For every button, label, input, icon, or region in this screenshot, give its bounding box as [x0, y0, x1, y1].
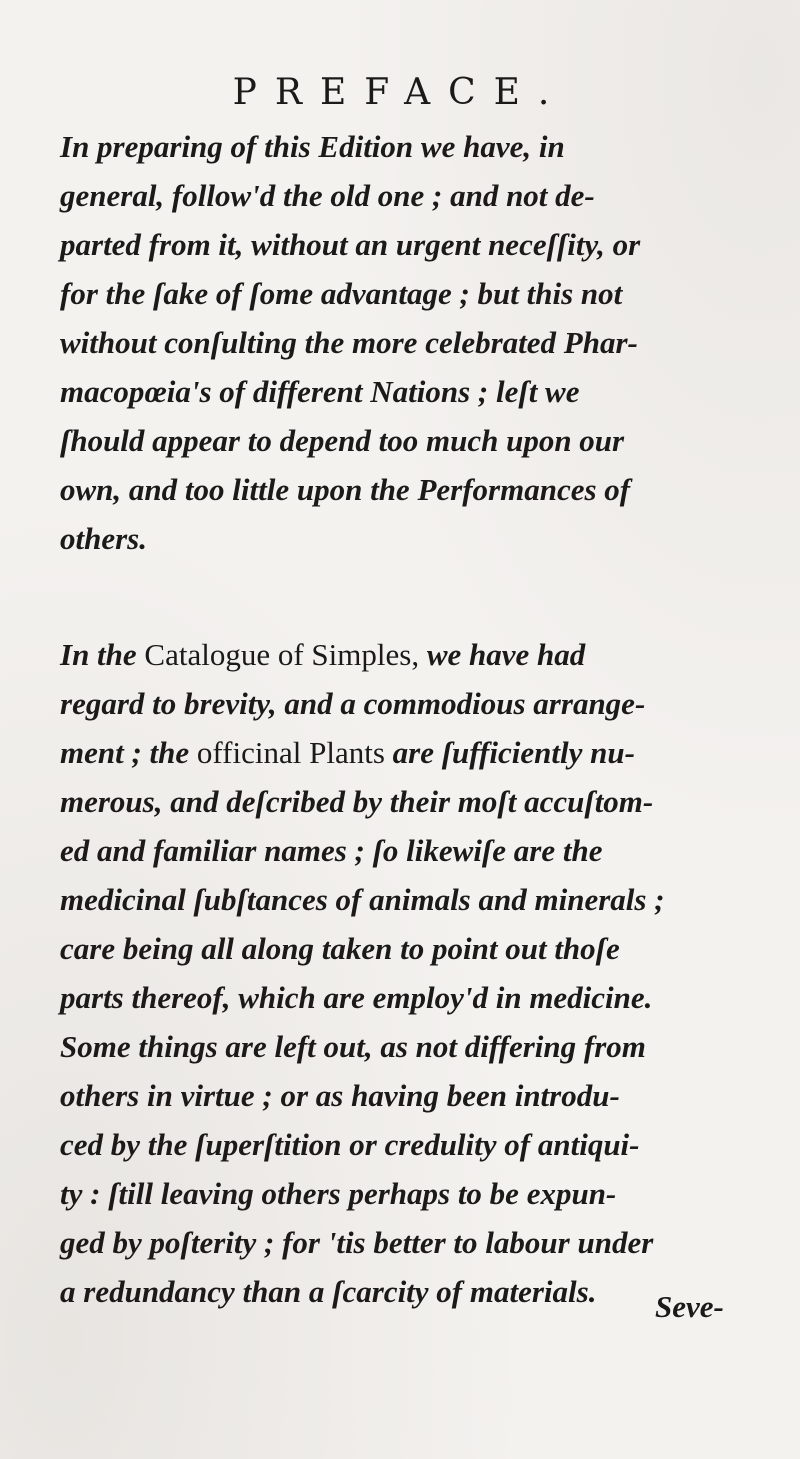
italic-segment: we have had	[419, 637, 586, 672]
text-line	[60, 1169, 760, 1218]
text-line	[60, 630, 760, 679]
italic-segment: a redundancy than a ſcarcity of materials.	[60, 1274, 597, 1309]
catchword: Seve-	[655, 1289, 724, 1324]
text-line	[60, 728, 760, 777]
text-line	[60, 1022, 760, 1071]
text-line	[60, 1120, 760, 1169]
italic-segment: are ſufficiently nu-	[384, 735, 635, 770]
text-line: In preparing of this Edition we have, in	[60, 129, 565, 164]
text-line	[60, 826, 760, 875]
text-line: parted from it, without an urgent neceſſity, or	[60, 227, 641, 262]
text-line: for the ſake of ſome advantage ; but this not	[60, 276, 623, 311]
text-line	[60, 973, 760, 1022]
italic-segment: ty : ſtill leaving others perhaps to be expun-	[60, 1176, 617, 1211]
roman-segment: Catalogue of Simples,	[144, 637, 420, 672]
italic-segment: others in virtue ; or as having been introdu-	[60, 1078, 620, 1113]
italic-segment: ced by the ſuperſtition or credulity of antiqui-	[60, 1127, 640, 1162]
italic-segment: care being all along taken to point out thoſe	[60, 931, 620, 966]
text-line: without conſulting the more celebrated Phar-	[60, 325, 638, 360]
text-line: macopœia's of different Nations ; leſt we	[60, 374, 580, 409]
text-line	[60, 875, 760, 924]
italic-segment: merous, and deſcribed by their moſt accuſtom-	[60, 784, 654, 819]
roman-segment: officinal Plants	[196, 735, 385, 770]
text-line	[60, 1071, 760, 1120]
paragraph-1	[60, 122, 760, 563]
paragraph-2	[60, 630, 760, 1316]
text-line	[60, 679, 760, 728]
text-line	[60, 1218, 760, 1267]
text-line: own, and too little upon the Performances of	[60, 472, 631, 507]
text-line: ſhould appear to depend too much upon our	[60, 423, 625, 458]
text-line	[60, 777, 760, 826]
text-line: others.	[60, 521, 147, 556]
text-line: general, follow'd the old one ; and not de-	[60, 178, 595, 213]
italic-segment: In the	[60, 637, 145, 672]
italic-segment: regard to brevity, and a commodious arrange-	[60, 686, 646, 721]
italic-segment: medicinal ſubſtances of animals and minerals ;	[60, 882, 665, 917]
italic-segment: Some things are left out, as not differing from	[60, 1029, 646, 1064]
italic-segment: ment ; the	[60, 735, 197, 770]
italic-segment: ged by poſterity ; for 'tis better to labour under	[60, 1225, 654, 1260]
text-line	[60, 924, 760, 973]
italic-segment: ed and familiar names ; ſo likewiſe are the	[60, 833, 603, 868]
page-heading: PREFACE.	[232, 72, 568, 113]
italic-segment: parts thereof, which are employ'd in medicine.	[60, 980, 653, 1015]
